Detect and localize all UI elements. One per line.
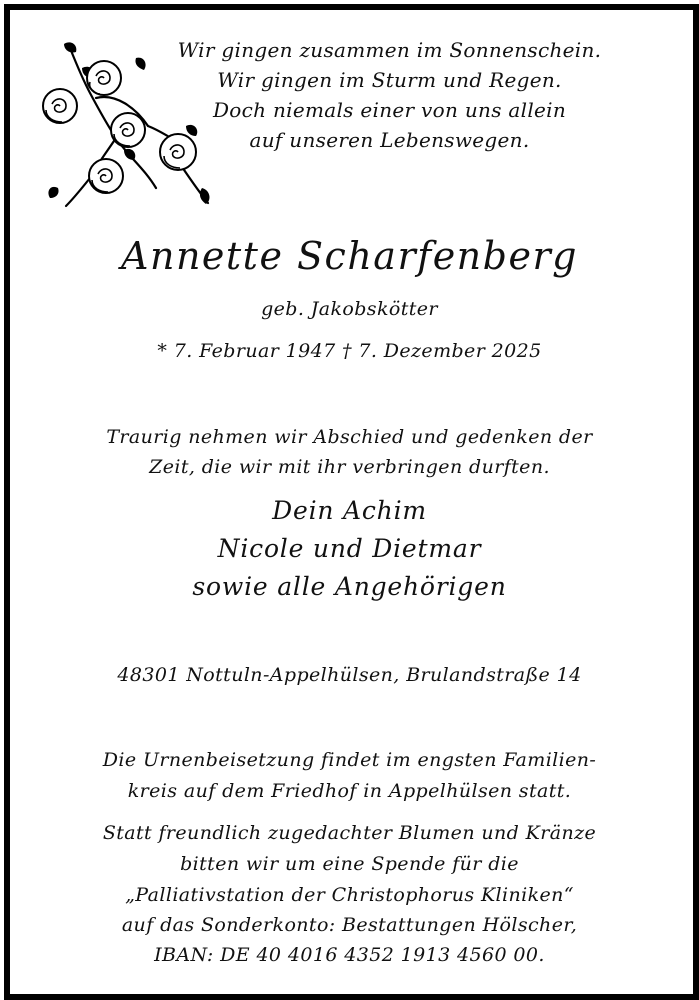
mourning-line-2: Zeit, die wir mit ihr verbringen durften.: [149, 456, 550, 478]
donation-line-1: Statt freundlich zugedachter Blumen und Kränze: [102, 822, 597, 844]
burial-line-2: kreis auf dem Friedhof in Appelhülsen statt.: [127, 780, 572, 802]
address: 48301 Nottuln-Appelhülsen, Brulandstraße 14: [117, 664, 582, 686]
family-line-1: Dein Achim: [272, 496, 427, 525]
poem-line-3: Doch niemals einer von uns allein: [212, 98, 567, 122]
poem-line-2: Wir gingen im Sturm und Regen.: [217, 68, 562, 92]
maiden-name: geb. Jakobskötter: [261, 298, 438, 320]
deceased-name: Annette Scharfenberg: [121, 234, 578, 278]
life-dates: * 7. Februar 1947 † 7. Dezember 2025: [157, 340, 542, 362]
family-line-2: Nicole und Dietmar: [217, 534, 482, 563]
poem-line-4: auf unseren Lebenswegen.: [249, 128, 530, 152]
roses-icon: [36, 38, 222, 216]
donation-line-3: „Palliativstation der Christophorus Kliniken“: [125, 884, 574, 906]
mourning-line-1: Traurig nehmen wir Abschied und gedenken der: [106, 426, 593, 448]
donation-line-2: bitten wir um eine Spende für die: [180, 853, 519, 875]
donation-iban: IBAN: DE 40 4016 4352 1913 4560 00.: [154, 944, 545, 966]
family-line-3: sowie alle Angehörigen: [192, 572, 507, 601]
donation-line-4: auf das Sonderkonto: Bestattungen Hölscher,: [121, 914, 578, 936]
poem-line-1: Wir gingen zusammen im Sonnenschein.: [177, 38, 602, 62]
burial-line-1: Die Urnenbeisetzung findet im engsten Familien-: [102, 749, 597, 771]
